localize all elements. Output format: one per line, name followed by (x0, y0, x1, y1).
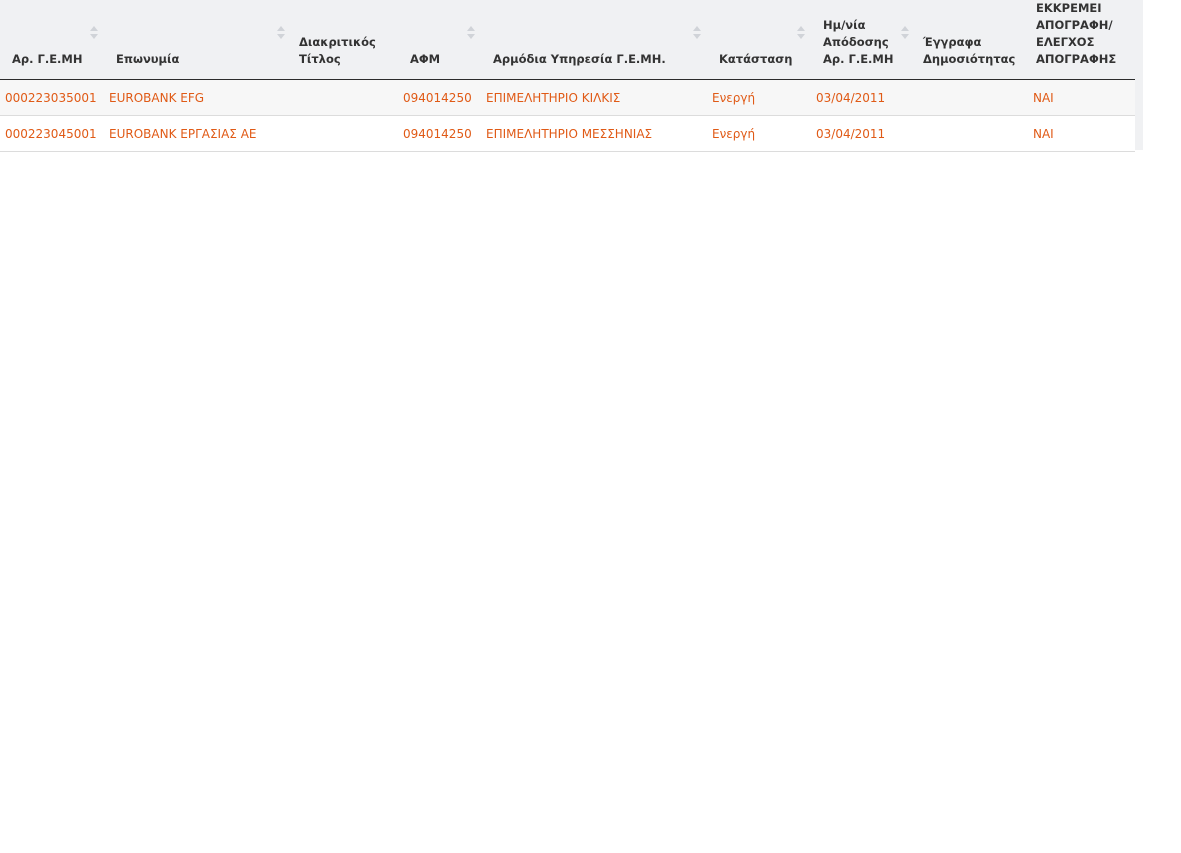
cell-office (481, 80, 707, 116)
cell-documents (915, 80, 1028, 116)
column-header-label: Επωνυμία (116, 52, 180, 66)
column-header-office[interactable] (481, 0, 707, 80)
column-header-afm[interactable] (398, 0, 481, 80)
column-header-label: Κατάσταση (719, 52, 793, 66)
sort-icon[interactable] (90, 26, 98, 40)
column-header-label: ΕΚΚΡΕΜΕΙ ΑΠΟΓΡΑΦΗ/ ΕΛΕΓΧΟΣ ΑΠΟΓΡΑΦΗΣ (1036, 1, 1117, 66)
pending-link[interactable]: ΝΑΙ (1033, 90, 1054, 105)
column-header-label: ΑΦΜ (410, 52, 441, 66)
sort-icon[interactable] (693, 26, 701, 40)
cell-name (104, 116, 291, 152)
column-header-label: Διακριτικός Τίτλος (299, 35, 376, 66)
table-row (0, 80, 1135, 116)
cell-documents (915, 116, 1028, 152)
column-header-date[interactable] (811, 0, 915, 80)
cell-office (481, 116, 707, 152)
table-header-row (0, 0, 1135, 80)
sort-icon[interactable] (277, 26, 285, 40)
cell-pending-inventory (1028, 80, 1135, 116)
status-link[interactable]: Ενεργή (712, 90, 756, 105)
gemi-link[interactable]: 000223035001 (5, 90, 97, 105)
company-name-link[interactable]: EUROBANK ΕΡΓΑΣΙΑΣ ΑΕ (109, 126, 257, 141)
results-table-container (0, 0, 1143, 150)
column-header-label: Αρ. Γ.Ε.ΜΗ (12, 52, 83, 66)
cell-gemi (0, 80, 104, 116)
column-header-label: Αρμόδια Υπηρεσία Γ.Ε.ΜΗ. (493, 52, 666, 66)
sort-icon[interactable] (797, 26, 805, 40)
cell-status (707, 116, 811, 152)
office-link[interactable]: ΕΠΙΜΕΛΗΤΗΡΙΟ ΜΕΣΣΗΝΙΑΣ (486, 126, 653, 141)
sort-icon[interactable] (467, 26, 475, 40)
office-link[interactable]: ΕΠΙΜΕΛΗΤΗΡΙΟ ΚΙΛΚΙΣ (486, 90, 621, 105)
cell-afm (398, 116, 481, 152)
cell-distinctive-title (291, 116, 398, 152)
results-table (0, 0, 1135, 152)
afm-link[interactable]: 094014250 (403, 90, 472, 105)
cell-pending-inventory (1028, 116, 1135, 152)
sort-icon[interactable] (901, 26, 909, 40)
pending-link[interactable]: ΝΑΙ (1033, 126, 1054, 141)
column-header-label: Έγγραφα Δημοσιότητας (923, 35, 1016, 66)
column-header-name[interactable] (104, 0, 291, 80)
column-header-gemi[interactable] (0, 0, 104, 80)
column-header-label: Ημ/νία Απόδοσης Αρ. Γ.Ε.ΜΗ (823, 18, 894, 66)
afm-link[interactable]: 094014250 (403, 126, 472, 141)
cell-gemi (0, 116, 104, 152)
date-link[interactable]: 03/04/2011 (816, 126, 886, 141)
cell-distinctive-title (291, 80, 398, 116)
status-link[interactable]: Ενεργή (712, 126, 756, 141)
gemi-link[interactable]: 000223045001 (5, 126, 97, 141)
cell-afm (398, 80, 481, 116)
date-link[interactable]: 03/04/2011 (816, 90, 886, 105)
column-header-pending-inventory (1028, 0, 1135, 80)
cell-status (707, 80, 811, 116)
cell-name (104, 80, 291, 116)
column-header-distinctive-title (291, 0, 398, 80)
company-name-link[interactable]: EUROBANK EFG (109, 90, 205, 105)
cell-date (811, 116, 915, 152)
column-header-status[interactable] (707, 0, 811, 80)
cell-date (811, 80, 915, 116)
column-header-documents (915, 0, 1028, 80)
table-row (0, 116, 1135, 152)
